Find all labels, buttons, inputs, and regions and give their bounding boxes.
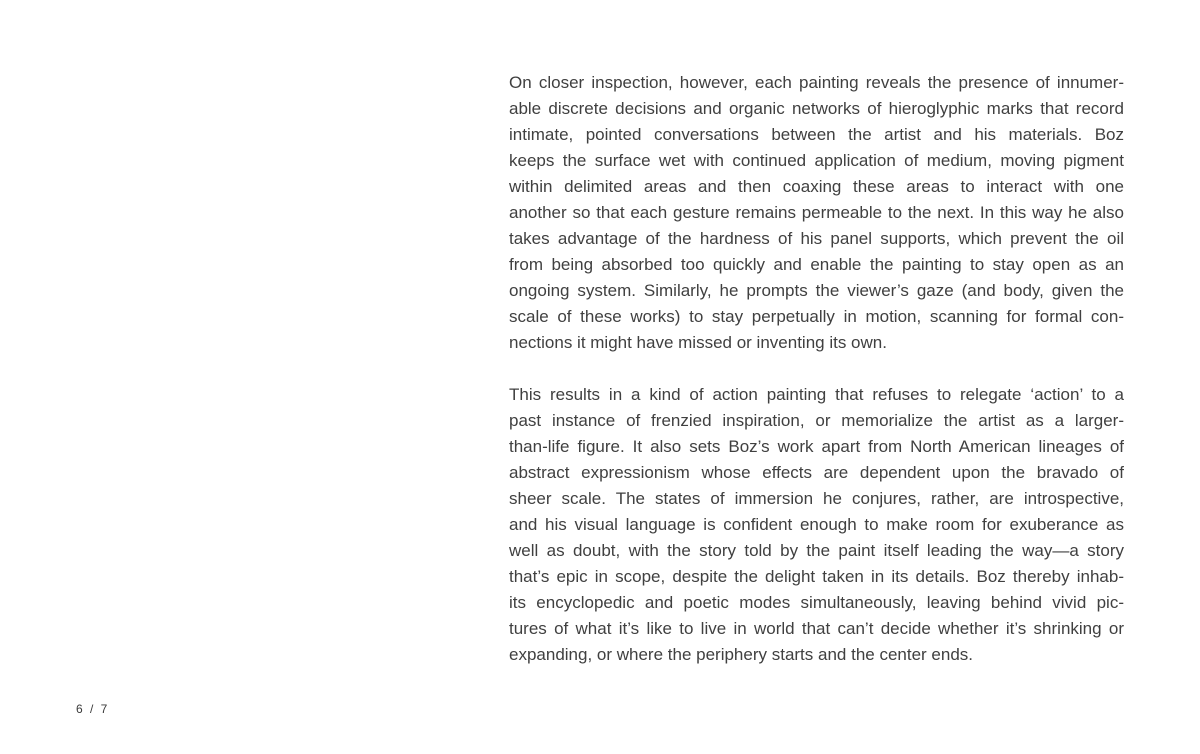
text-line: sheer scale. The states of immersion he conjures, rather, are introspective,	[509, 489, 1124, 508]
text-line: intimate, pointed conversations between the artist and his materials. Boz	[509, 125, 1124, 144]
text-line: and his visual language is confident enough to make room for exuberance as	[509, 515, 1124, 534]
text-line: well as doubt, with the story told by the paint itself leading the way—a story	[509, 541, 1124, 560]
paragraph	[509, 70, 1124, 356]
page-number: 6 / 7	[76, 702, 110, 716]
text-line: another so that each gesture remains permeable to the next. In this way he also	[509, 203, 1124, 222]
text-line: from being absorbed too quickly and enable the painting to stay open as an	[509, 255, 1124, 274]
text-line: scale of these works) to stay perpetually in motion, scanning for formal con-	[509, 307, 1124, 326]
text-line: expanding, or where the periphery starts and the center ends.	[509, 645, 974, 664]
text-line: keeps the surface wet with continued application of medium, moving pigment	[509, 151, 1124, 170]
text-line: than-life figure. It also sets Boz’s work apart from North American lineages of	[509, 437, 1124, 456]
text-line: takes advantage of the hardness of his panel supports, which prevent the oil	[509, 229, 1124, 248]
text-line: past instance of frenzied inspiration, or memorialize the artist as a larger-	[509, 411, 1124, 430]
text-line: its encyclopedic and poetic modes simultaneously, leaving behind vivid pic-	[509, 593, 1124, 612]
text-line: able discrete decisions and organic networks of hieroglyphic marks that record	[509, 99, 1124, 118]
page-footer	[76, 700, 109, 718]
text-block	[509, 70, 1124, 668]
text-line: tures of what it’s like to live in world that can’t decide whether it’s shrinking or	[509, 619, 1124, 638]
text-line: that’s epic in scope, despite the delight taken in its details. Boz thereby inhab-	[509, 567, 1124, 586]
text-line: abstract expressionism whose effects are dependent upon the bravado of	[509, 463, 1124, 482]
text-line: On closer inspection, however, each painting reveals the presence of innumer-	[509, 73, 1124, 92]
text-line: ongoing system. Similarly, he prompts the viewer’s gaze (and body, given the	[509, 281, 1124, 300]
text-line: This results in a kind of action painting that refuses to relegate ‘action’ to a	[509, 385, 1124, 404]
paragraph	[509, 382, 1124, 668]
text-line: nections it might have missed or inventing its own.	[509, 333, 887, 352]
text-line: within delimited areas and then coaxing these areas to interact with one	[509, 177, 1124, 196]
